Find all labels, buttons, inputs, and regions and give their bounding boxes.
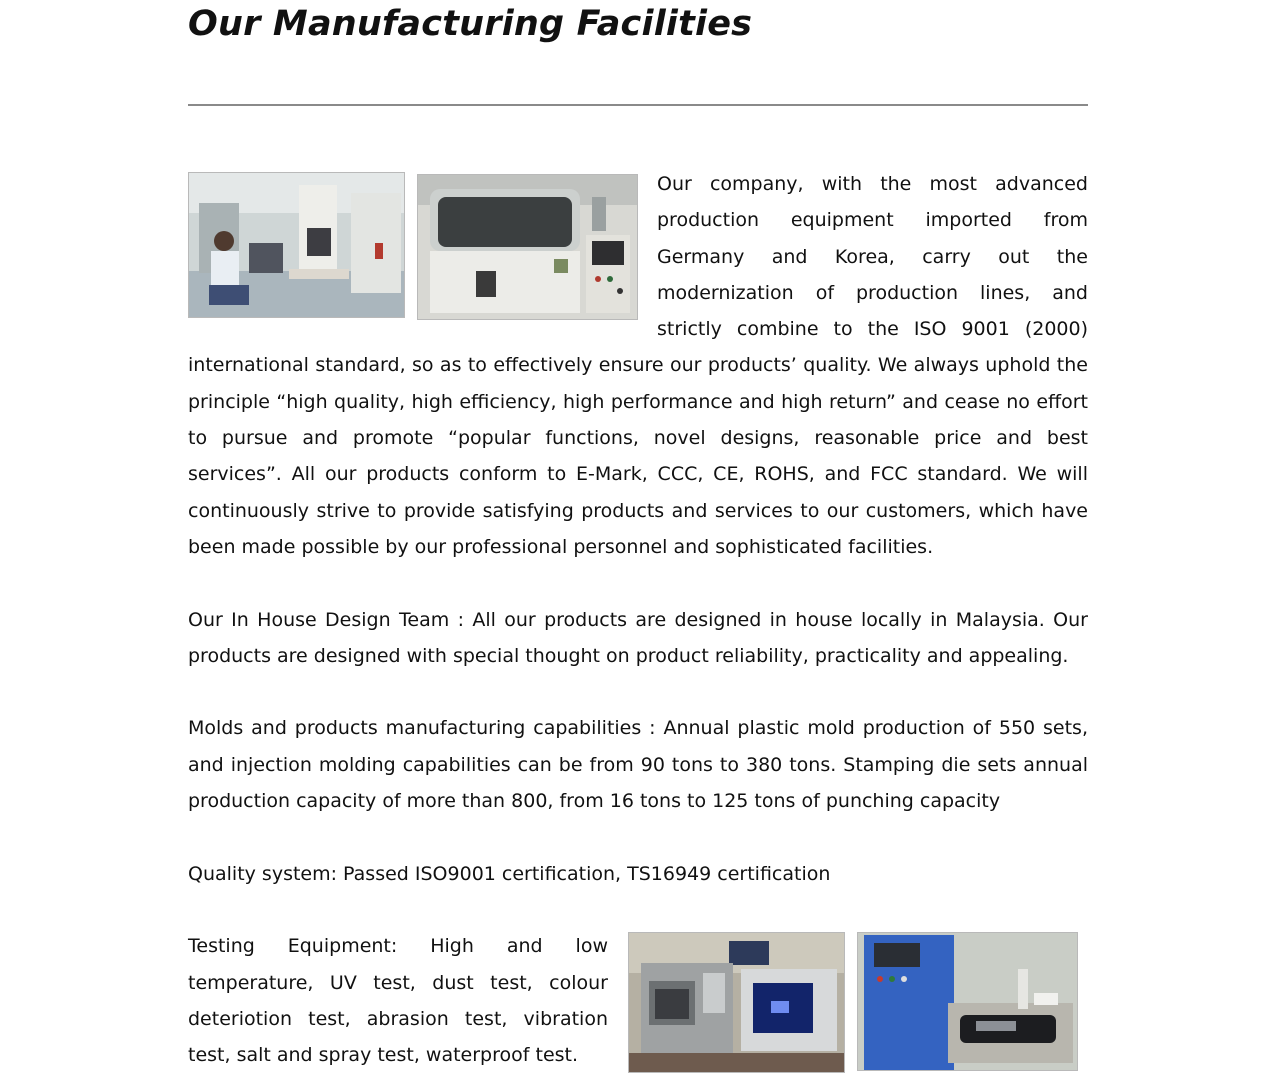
abrasion-tester-illustration: [858, 933, 1077, 1070]
abrasion-tester-photo: [857, 932, 1078, 1071]
facility-photos-top: [188, 166, 648, 326]
salt-spray-chamber-illustration: [418, 175, 637, 319]
measurement-lab-photo: [188, 172, 405, 318]
salt-spray-chamber-photo: [417, 174, 638, 320]
temperature-chamber-illustration: [629, 933, 844, 1072]
intro-paragraph: Our company, with the most advanced production equipment imported from Germany and Korea, carry out the modernization of production lines, and strictly combine to the ISO 9001 (2000) international standard, so as to effectively ensure our products’ quality. We always uphold the principle “high quality, high efficiency, high performance and high return” and cease no effort to pursue and promote “popular functions, novel designs, reasonable price and best services”. All our products conform to E-Mark, CCC, CE, ROHS, and FCC standard. We will continuously strive to provide satisfying products and services to our customers, which have been made possible by our professional personnel and sophisticated facilities.: [188, 173, 1088, 558]
temperature-chamber-photo: [628, 932, 845, 1073]
facility-photos-bottom: [628, 932, 1088, 1077]
quality-paragraph: Quality system: Passed ISO9001 certification, TS16949 certification: [188, 862, 831, 885]
testing-equipment-paragraph: Testing Equipment: High and low temperature, UV test, dust test, colour deteriotion test, abrasion test, vibration test, salt and spray test, waterproof test.: [188, 935, 608, 1067]
capabilities-paragraph: Molds and products manufacturing capabilities : Annual plastic mold production of 550 sets, and injection molding capabilities can be from 90 tons to 380 tons. Stamping die sets annual production capacity of more than 800, from 16 tons to 125 tons of punching capacity: [188, 717, 1088, 813]
design-team-paragraph: Our In House Design Team : All our products are designed in house locally in Malaysia. Our products are designed with special thought on product reliability, practicality and appealing.: [188, 608, 1088, 667]
document-body: [188, 166, 1088, 1077]
page-title: Our Manufacturing Facilities: [188, 4, 753, 44]
title-divider: [188, 104, 1088, 106]
measurement-lab-illustration: [189, 173, 404, 317]
